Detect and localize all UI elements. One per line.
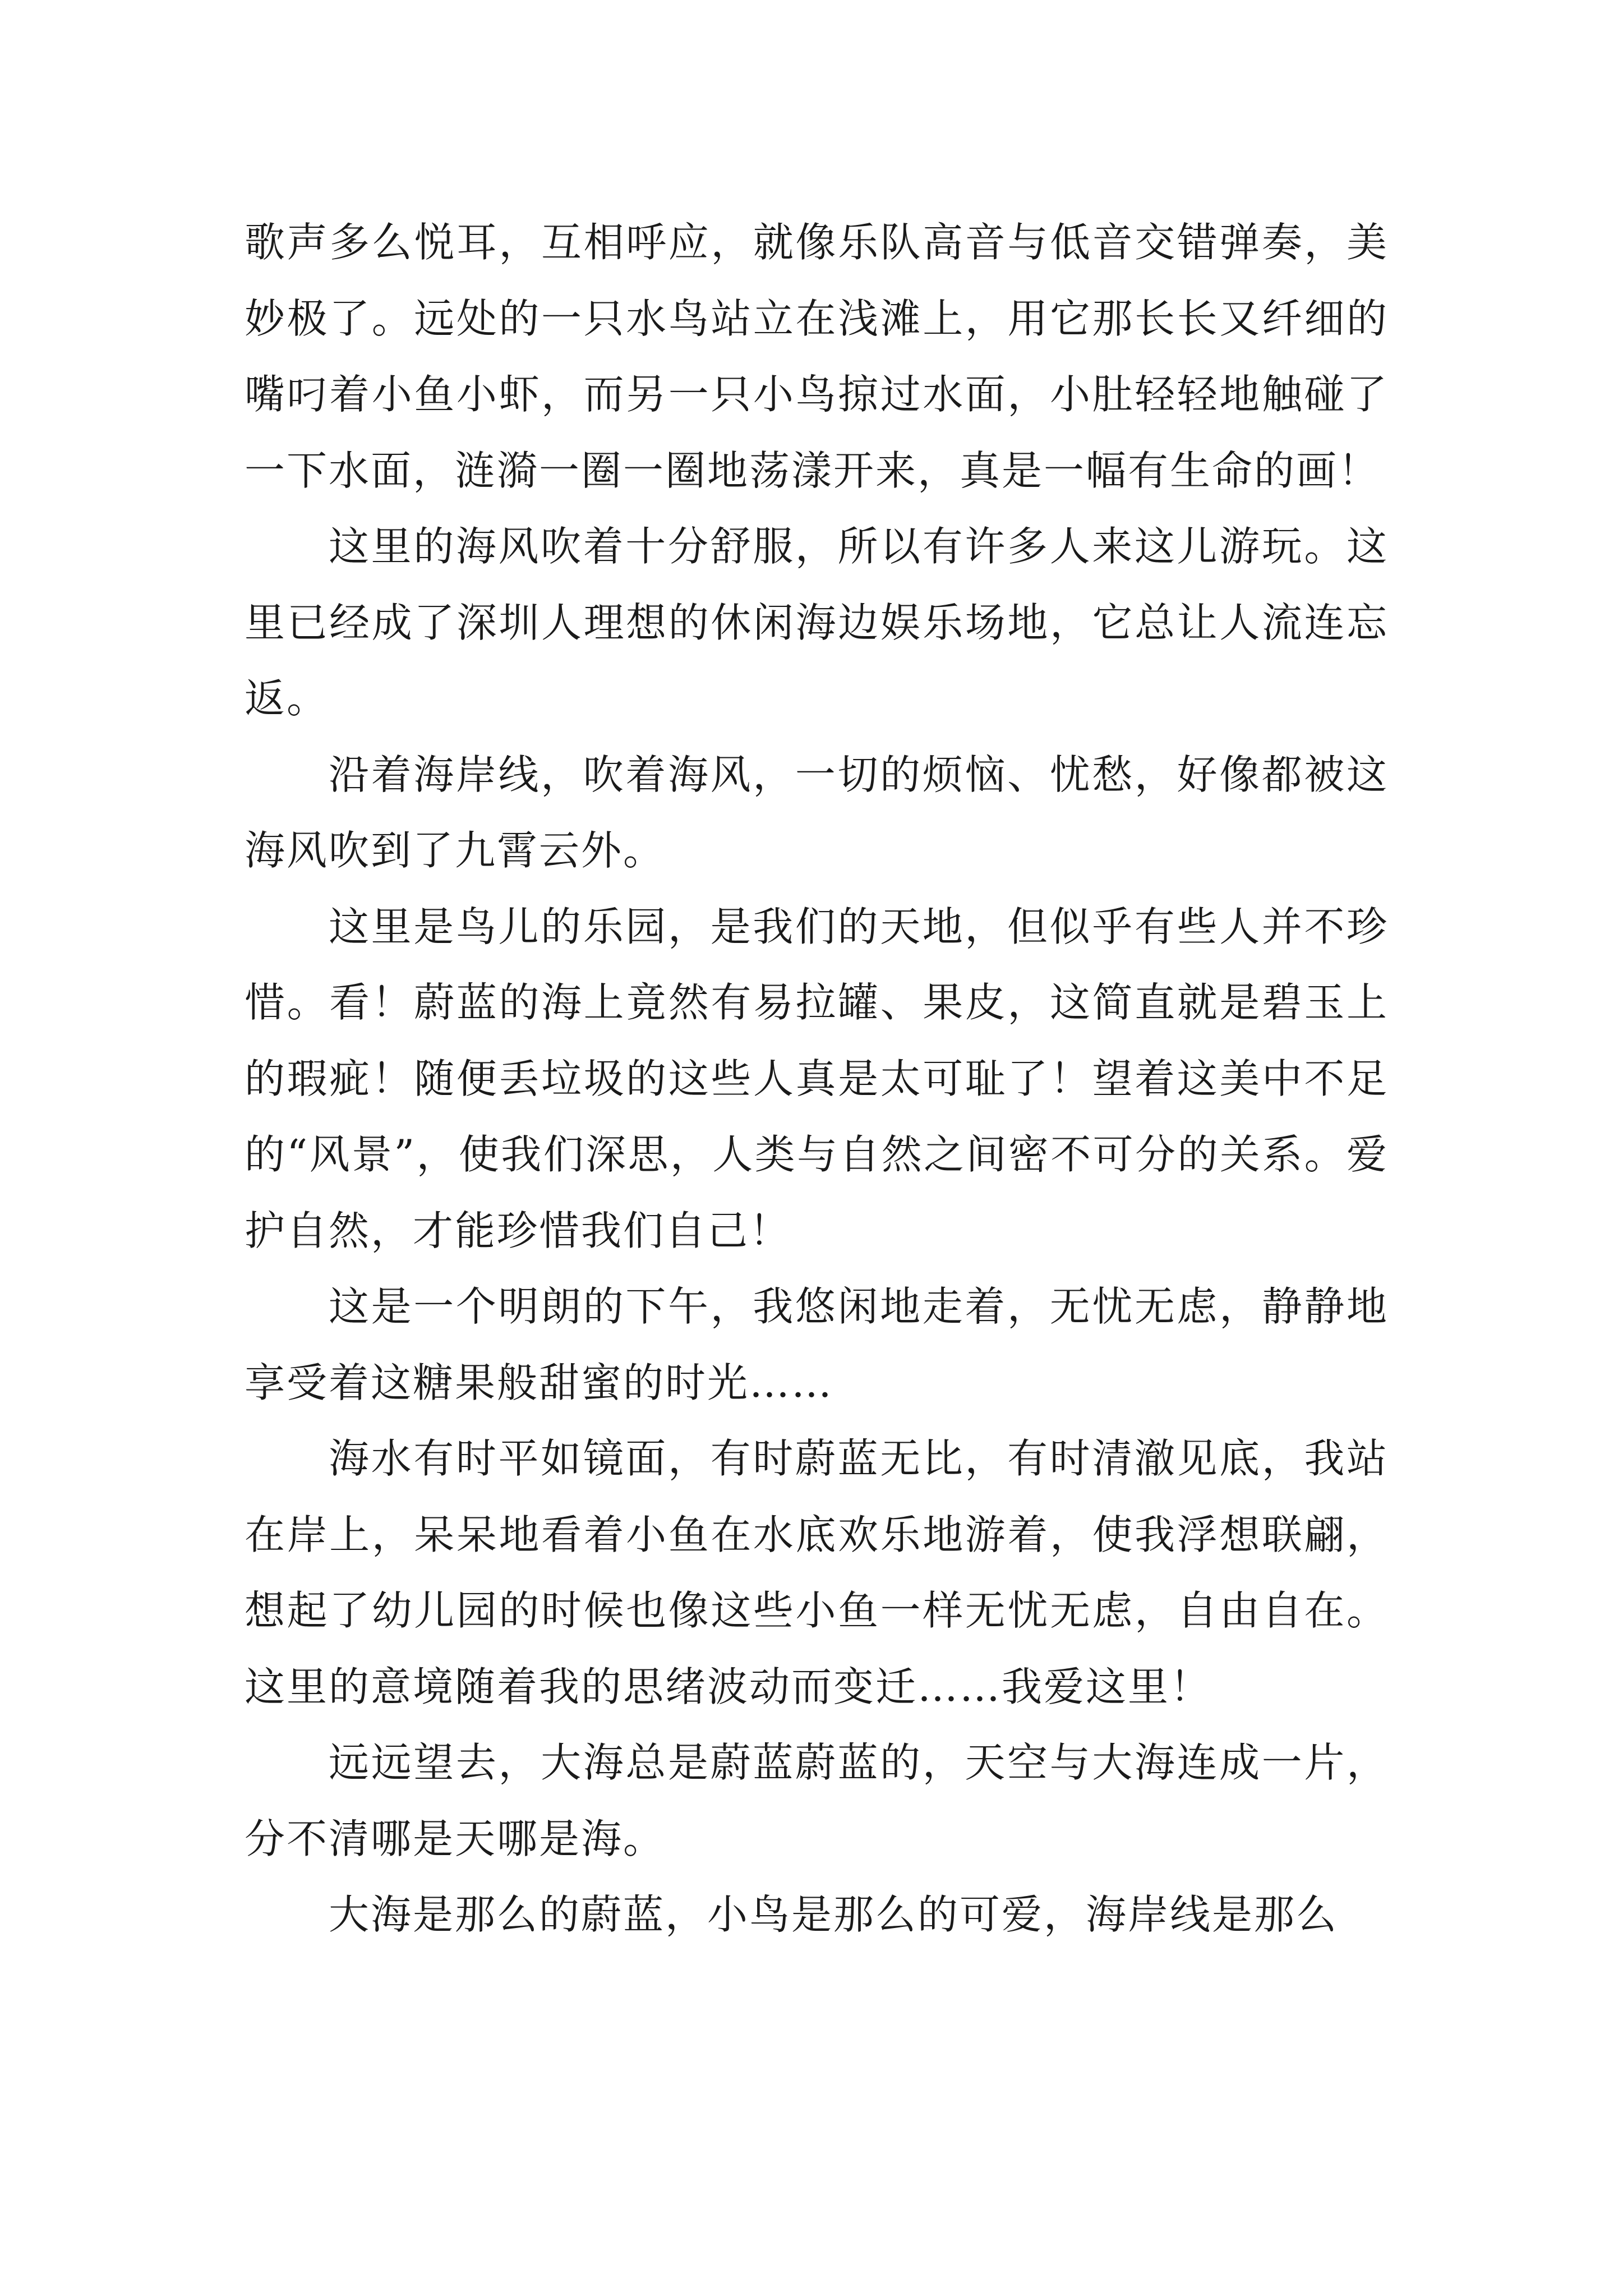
paragraph-7: 远远望去，大海总是蔚蓝蔚蓝的，天空与大海连成一片，分不清哪是天哪是海。 [245,1739,1389,1862]
paragraph-3: 沿着海岸线，吹着海风，一切的烦恼、忧愁，好像都被这海风吹到了九霄云外。 [245,751,1389,874]
paragraph-8: 大海是那么的蔚蓝，小鸟是那么的可爱，海岸线是那么 [329,1891,1339,1938]
paragraph-2: 这里的海风吹着十分舒服，所以有许多人来这儿游玩。这里已经成了深圳人理想的休闲海边娱乐场地，它总让人流连忘返。 [245,523,1389,722]
paragraph-6: 海水有时平如镜面，有时蔚蓝无比，有时清澈见底，我站在岸上，呆呆地看着小鱼在水底欢乐地游着，使我浮想联翩，想起了幼儿园的时候也像这些小鱼一样无忧无虑，自由自在。这里的意境随着我的思绪波动而变迁……我爱这里！ [245,1435,1389,1710]
paragraph-4: 这里是鸟儿的乐园，是我们的天地，但似乎有些人并不珍惜。看！蔚蓝的海上竟然有易拉罐、果皮，这简直就是碧玉上的瑕疵！随便丢垃圾的这些人真是太可耻了！望着这美中不足的“风景”，使我们深思，人类与自然之间密不可分的关系。爱护自然，才能珍惜我们自己！ [245,903,1389,1254]
body-text [245,205,1389,1953]
paragraph-1: 歌声多么悦耳，互相呼应，就像乐队高音与低音交错弹奏，美妙极了。远处的一只水鸟站立在浅滩上，用它那长长又纤细的嘴叼着小鱼小虾，而另一只小鸟掠过水面，小肚轻轻地触碰了一下水面，涟漪一圈一圈地荡漾开来，真是一幅有生命的画！ [245,219,1389,494]
paragraph-5: 这是一个明朗的下午，我悠闲地走着，无忧无虑，静静地享受着这糖果般甜蜜的时光…… [245,1283,1389,1406]
